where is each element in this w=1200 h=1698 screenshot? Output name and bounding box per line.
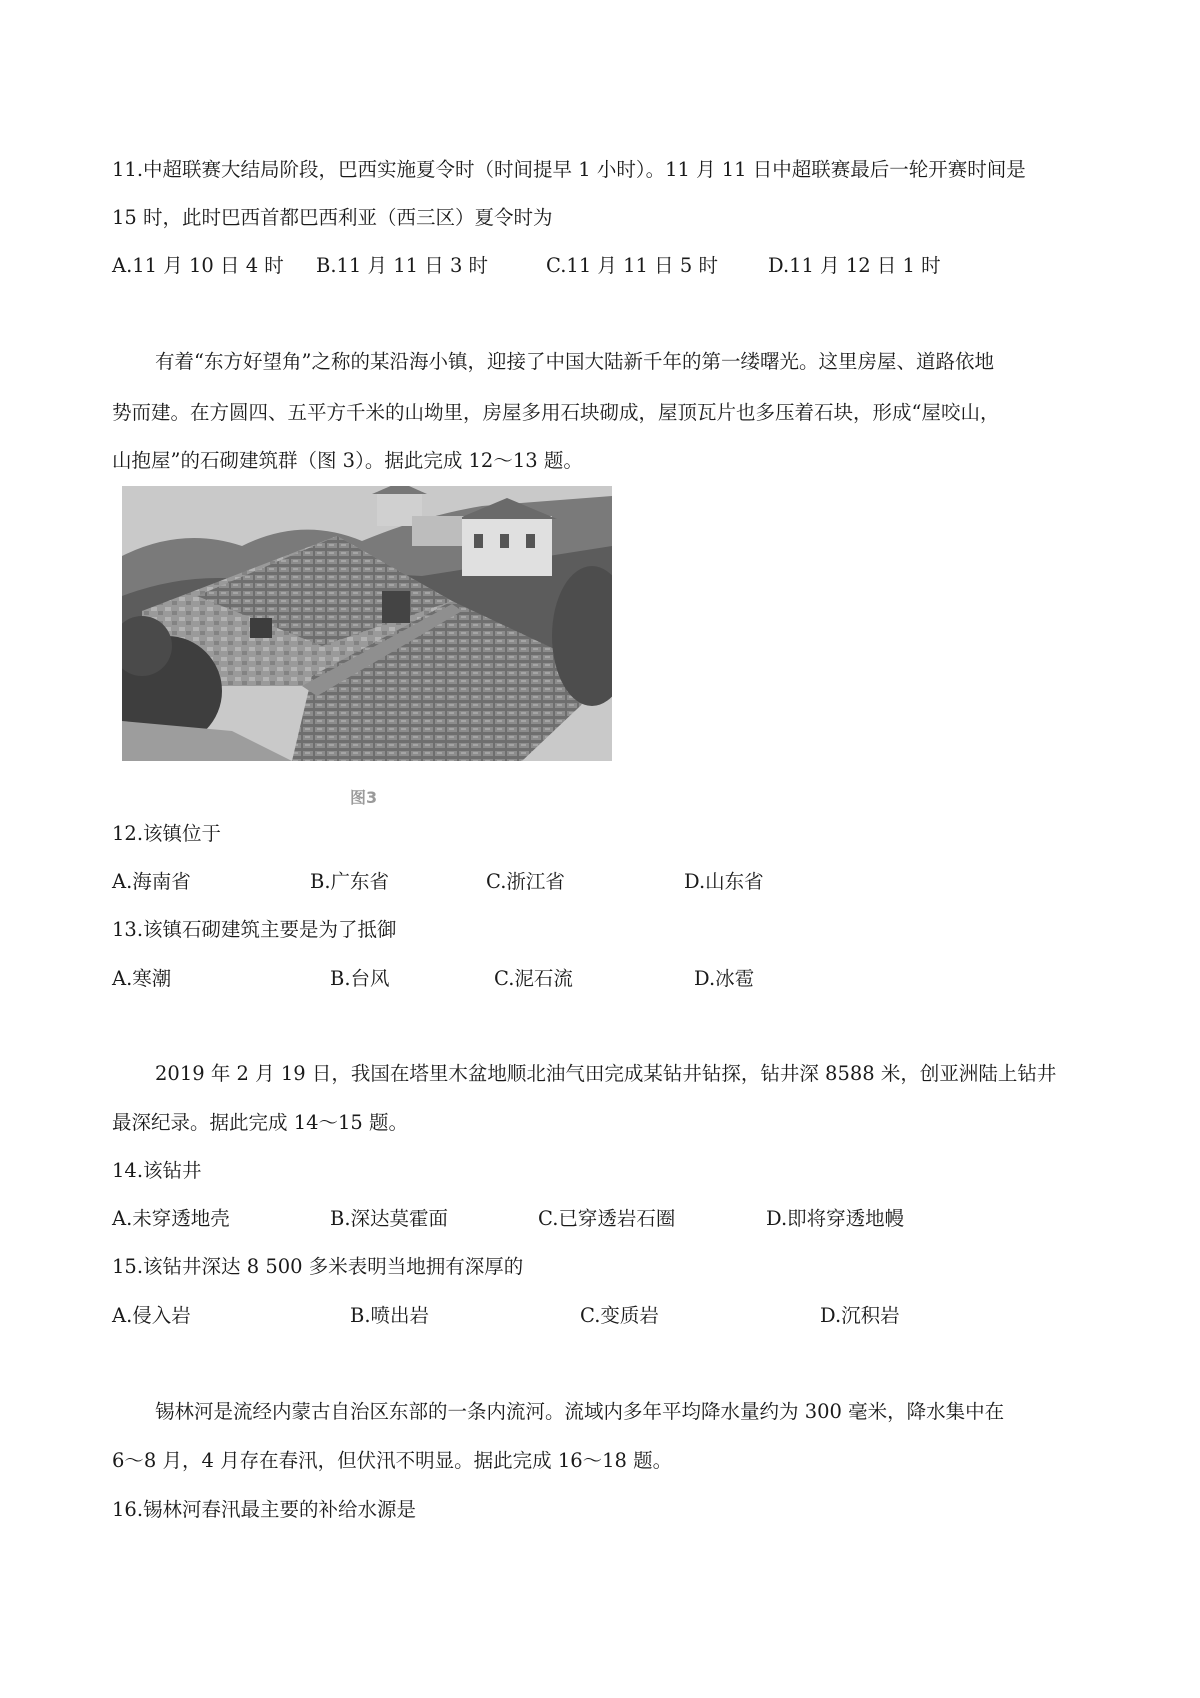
q15-option-a: A.侵入岩 <box>112 1304 191 1327</box>
q14-stem: 14.该钻井 <box>112 1159 202 1182</box>
passage-14-15-line-1: 2019 年 2 月 19 日，我国在塔里木盆地顺北油气田完成某钻井钻探，钻井深 8588 米，创亚洲陆上钻井 <box>155 1062 1057 1085</box>
q16-stem: 16.锡林河春汛最主要的补给水源是 <box>112 1498 417 1521</box>
q14-option-d: D.即将穿透地幔 <box>766 1207 905 1230</box>
q11-stem-line-2: 15 时，此时巴西首都巴西利亚（西三区）夏令时为 <box>112 206 553 229</box>
passage-12-13-line-1: 有着“东方好望角”之称的某沿海小镇，迎接了中国大陆新千年的第一缕曙光。这里房屋、道路依地 <box>155 350 994 373</box>
q11-option-d: D.11 月 12 日 1 时 <box>768 254 941 277</box>
q12-option-a: A.海南省 <box>112 870 191 893</box>
stone-houses-photo <box>122 486 612 761</box>
q12-option-c: C.浙江省 <box>486 870 565 893</box>
q14-option-a: A.未穿透地壳 <box>112 1207 230 1230</box>
passage-14-15-line-2: 最深纪录。据此完成 14～15 题。 <box>112 1111 409 1134</box>
q12-option-d: D.山东省 <box>684 870 764 893</box>
q11-option-b: B.11 月 11 日 3 时 <box>316 254 489 277</box>
q15-option-b: B.喷出岩 <box>350 1304 430 1327</box>
figure-caption: 图3 <box>350 788 378 807</box>
q13-option-d: D.冰雹 <box>694 967 755 990</box>
q14-option-c: C.已穿透岩石圈 <box>538 1207 676 1230</box>
q15-option-c: C.变质岩 <box>580 1304 659 1327</box>
q12-option-b: B.广东省 <box>310 870 390 893</box>
passage-12-13-line-2: 势而建。在方圆四、五平方千米的山坳里，房屋多用石块砌成，屋顶瓦片也多压着石块，形成“屋咬山， <box>112 401 1000 424</box>
passage-16-18-line-1: 锡林河是流经内蒙古自治区东部的一条内流河。流域内多年平均降水量约为 300 毫米，降水集中在 <box>155 1400 1005 1423</box>
q12-stem: 12.该镇位于 <box>112 822 222 845</box>
q11-option-c: C.11 月 11 日 5 时 <box>546 254 718 277</box>
q15-option-d: D.沉积岩 <box>820 1304 900 1327</box>
q13-option-a: A.寒潮 <box>112 967 172 990</box>
q13-stem: 13.该镇石砌建筑主要是为了抵御 <box>112 918 397 941</box>
q15-stem: 15.该钻井深达 8 500 多米表明当地拥有深厚的 <box>112 1255 524 1278</box>
q13-option-c: C.泥石流 <box>494 967 573 990</box>
q11-option-a: A.11 月 10 日 4 时 <box>112 254 284 277</box>
q11-stem-line-1: 11.中超联赛大结局阶段，巴西实施夏令时（时间提早 1 小时）。11 月 11 日中超联赛最后一轮开赛时间是 <box>112 158 1026 181</box>
passage-16-18-line-2: 6～8 月，4 月存在春汛，但伏汛不明显。据此完成 16～18 题。 <box>112 1449 673 1472</box>
passage-12-13-line-3: 山抱屋”的石砌建筑群（图 3）。据此完成 12～13 题。 <box>112 449 583 472</box>
q13-option-b: B.台风 <box>330 967 390 990</box>
q14-option-b: B.深达莫霍面 <box>330 1207 449 1230</box>
